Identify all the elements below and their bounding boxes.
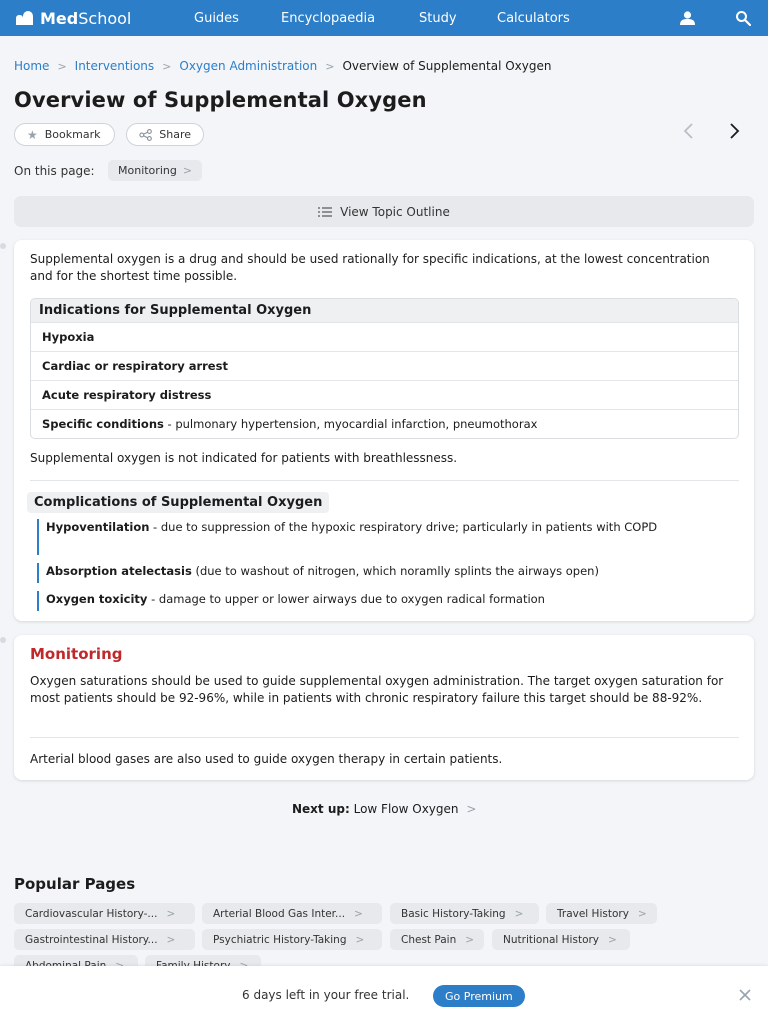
page-title: Overview of Supplemental Oxygen bbox=[14, 88, 427, 112]
chip-label: Chest Pain bbox=[401, 933, 457, 946]
decorative-dot bbox=[0, 243, 6, 249]
decorative-dot bbox=[0, 637, 6, 643]
popular-pages-title: Popular Pages bbox=[14, 875, 136, 893]
indication-detail: - pulmonary hypertension, myocardial infarction, pneumothorax bbox=[163, 417, 538, 431]
bookmark-label: Bookmark bbox=[44, 128, 101, 141]
next-up-title: Low Flow Oxygen bbox=[353, 802, 459, 816]
chevron-right-icon: > bbox=[355, 933, 365, 946]
chevron-right-icon: > bbox=[514, 907, 524, 920]
table-row bbox=[31, 409, 738, 438]
top-nav-bar bbox=[0, 0, 768, 36]
complication-detail: - due to suppression of the hypoxic respiratory drive; particularly in patients with COPD bbox=[149, 520, 658, 534]
not-indicated-paragraph: Supplemental oxygen is not indicated for patients with breathlessness. bbox=[30, 451, 458, 465]
list-item bbox=[37, 591, 737, 611]
chevron-right-icon: > bbox=[608, 933, 617, 946]
chip-label: Psychiatric History-Taking bbox=[213, 933, 347, 946]
logo-icon bbox=[16, 11, 36, 25]
indications-table bbox=[30, 298, 739, 439]
chip-label: Cardiovascular History-... bbox=[25, 907, 158, 920]
close-icon[interactable] bbox=[738, 988, 752, 1002]
table-row bbox=[31, 380, 738, 409]
breadcrumb-oxygen-administration[interactable]: Oxygen Administration bbox=[179, 59, 318, 73]
popular-page-chip[interactable] bbox=[492, 929, 630, 950]
chevron-left-icon[interactable] bbox=[682, 123, 694, 139]
breadcrumb bbox=[14, 59, 552, 73]
indication-term: Acute respiratory distress bbox=[42, 388, 212, 402]
complications-title: Complications of Supplemental Oxygen bbox=[27, 492, 329, 513]
chip-label: Monitoring bbox=[118, 164, 177, 177]
chevron-right-icon: > bbox=[182, 164, 193, 177]
indication-term: Cardiac or respiratory arrest bbox=[42, 359, 228, 373]
chevron-right-icon: > bbox=[57, 59, 67, 73]
divider bbox=[30, 737, 739, 738]
chevron-right-icon: > bbox=[166, 933, 176, 946]
share-button[interactable] bbox=[126, 123, 204, 146]
breadcrumb-current: Overview of Supplemental Oxygen bbox=[342, 59, 552, 73]
bookmark-button[interactable] bbox=[14, 123, 115, 146]
chip-label: Travel History bbox=[557, 907, 629, 920]
logo-text: MedSchool bbox=[40, 8, 132, 28]
chip-label: Nutritional History bbox=[503, 933, 600, 946]
next-up-link[interactable] bbox=[292, 802, 476, 816]
go-premium-button[interactable]: Go Premium bbox=[433, 985, 525, 1007]
popular-page-chip[interactable] bbox=[14, 903, 195, 924]
chevron-right-icon: > bbox=[325, 59, 335, 73]
monitoring-card bbox=[14, 635, 754, 780]
complication-detail: - damage to upper or lower airways due to oxygen radical formation bbox=[147, 592, 545, 606]
view-topic-outline-button[interactable] bbox=[14, 196, 754, 227]
next-up-label: Next up: bbox=[292, 802, 350, 816]
chevron-right-icon: > bbox=[354, 907, 363, 920]
popular-page-chip[interactable] bbox=[390, 903, 539, 924]
popular-page-chip[interactable] bbox=[14, 929, 195, 950]
user-icon[interactable] bbox=[679, 11, 696, 25]
complication-term: Absorption atelectasis bbox=[46, 564, 192, 578]
on-this-page-label: On this page: bbox=[14, 164, 95, 178]
outline-label: View Topic Outline bbox=[340, 204, 450, 219]
complication-term: Oxygen toxicity bbox=[46, 592, 148, 606]
complication-detail: (due to washout of nitrogen, which noramlly splints the airways open) bbox=[191, 564, 599, 578]
popular-page-chip[interactable] bbox=[202, 903, 382, 924]
monitoring-paragraph: Oxygen saturations should be used to guide supplemental oxygen administration. The target oxygen saturation for most patients should be 92-96%, while in patients with chronic respiratory failure this target should be 88-92%. bbox=[30, 674, 724, 705]
list-item bbox=[37, 519, 737, 555]
star-icon: ★ bbox=[27, 127, 38, 142]
share-label: Share bbox=[159, 128, 191, 141]
medschool-logo[interactable] bbox=[16, 9, 166, 28]
intro-paragraph: Supplemental oxygen is a drug and should be used rationally for specific indications, at the lowest concentration and for the shortest time possible. bbox=[30, 252, 710, 283]
indication-term: Specific conditions bbox=[42, 417, 164, 431]
monitoring-heading: Monitoring bbox=[30, 645, 123, 663]
chevron-right-icon: > bbox=[466, 802, 477, 816]
list-item bbox=[37, 563, 737, 583]
chip-label: Arterial Blood Gas Inter... bbox=[213, 907, 346, 920]
indications-title: Indications for Supplemental Oxygen bbox=[31, 299, 738, 322]
breadcrumb-home[interactable]: Home bbox=[14, 59, 50, 73]
table-row bbox=[31, 351, 738, 380]
list-icon bbox=[318, 207, 332, 217]
chevron-right-icon: > bbox=[465, 933, 475, 946]
popular-page-chip[interactable] bbox=[546, 903, 657, 924]
chevron-right-icon: > bbox=[637, 907, 647, 920]
search-icon[interactable] bbox=[735, 10, 751, 26]
complication-term: Hypoventilation bbox=[46, 520, 150, 534]
free-trial-banner bbox=[0, 966, 768, 1024]
trial-text: 6 days left in your free trial. bbox=[242, 988, 410, 1002]
divider bbox=[30, 480, 739, 481]
chevron-right-icon: > bbox=[162, 59, 172, 73]
nav-study[interactable]: Study bbox=[419, 11, 457, 26]
indication-term: Hypoxia bbox=[42, 330, 95, 344]
table-row bbox=[31, 322, 738, 351]
chevron-right-icon[interactable] bbox=[729, 123, 741, 139]
on-this-page-monitoring[interactable] bbox=[108, 160, 202, 181]
nav-encyclopaedia[interactable]: Encyclopaedia bbox=[281, 11, 376, 26]
chip-label: Gastrointestinal History... bbox=[25, 933, 158, 946]
share-icon bbox=[139, 129, 152, 141]
nav-calculators[interactable]: Calculators bbox=[497, 11, 570, 26]
nav-guides[interactable]: Guides bbox=[194, 11, 239, 26]
chip-label: Basic History-Taking bbox=[401, 907, 506, 920]
overview-card bbox=[14, 240, 754, 621]
chevron-right-icon: > bbox=[166, 907, 176, 920]
popular-page-chip[interactable] bbox=[390, 929, 484, 950]
breadcrumb-interventions[interactable]: Interventions bbox=[74, 59, 155, 73]
popular-page-chip[interactable] bbox=[202, 929, 382, 950]
monitoring-paragraph-2: Arterial blood gases are also used to guide oxygen therapy in certain patients. bbox=[30, 752, 503, 766]
